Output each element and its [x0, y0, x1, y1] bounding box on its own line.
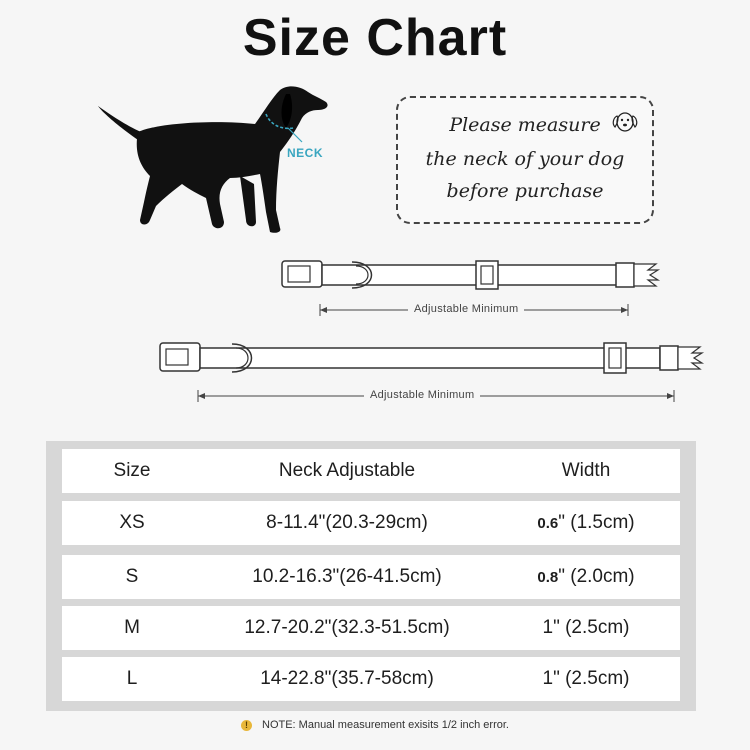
row-neck: 14-22.8"(35.7-58cm)	[260, 668, 434, 689]
row-size: M	[124, 617, 140, 638]
row-width-value: 0.6	[537, 515, 559, 532]
collar-large-measure-label: Adjustable Minimum	[364, 389, 480, 401]
footnote	[0, 719, 750, 731]
measure-note-box	[396, 96, 654, 224]
size-table	[46, 441, 696, 711]
header-size: Size	[113, 460, 151, 481]
row-width-unit: " (2.5cm)	[553, 668, 630, 689]
row-width-unit: " (1.5cm)	[558, 512, 635, 533]
row-size: S	[125, 566, 139, 587]
note-line-2: the neck of your dog	[425, 148, 625, 170]
row-size: L	[126, 668, 138, 689]
table-header-row	[62, 449, 680, 493]
row-width	[492, 606, 680, 650]
warning-icon: !	[241, 720, 252, 731]
row-size: XS	[119, 512, 145, 533]
row-width	[492, 555, 680, 599]
row-neck: 12.7-20.2"(32.3-51.5cm)	[244, 617, 450, 638]
table-row	[62, 606, 680, 650]
note-line-3: before purchase	[446, 180, 604, 202]
row-width	[492, 657, 680, 701]
table-row	[62, 657, 680, 701]
header-width: Width	[561, 460, 611, 481]
footnote-text: NOTE: Manual measurement exisits 1/2 inch error.	[262, 719, 509, 731]
table-row	[62, 501, 680, 545]
note-line-1: Please measure	[449, 114, 601, 136]
dog-silhouette	[90, 80, 350, 240]
dog-face-icon	[610, 108, 640, 134]
header-neck: Neck Adjustable	[278, 460, 416, 481]
neck-label: NECK	[287, 146, 324, 160]
row-width-unit: " (2.5cm)	[553, 617, 630, 638]
collar-small-measure-label: Adjustable Minimum	[408, 303, 524, 315]
row-neck: 8-11.4"(20.3-29cm)	[266, 512, 428, 533]
row-width	[492, 501, 680, 545]
dog-icon	[90, 80, 350, 240]
row-width-value: 0.8	[537, 569, 559, 586]
row-width-unit: " (2.0cm)	[558, 566, 635, 587]
row-width-value: 1	[542, 617, 554, 638]
row-neck: 10.2-16.3"(26-41.5cm)	[252, 566, 442, 587]
table-row	[62, 555, 680, 599]
row-width-value: 1	[542, 668, 554, 689]
page-title: Size Chart	[242, 9, 508, 67]
